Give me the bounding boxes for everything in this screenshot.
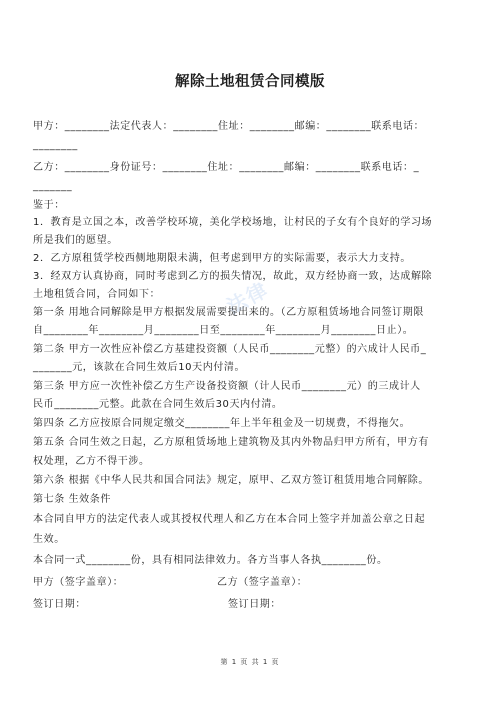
page-title: 解除土地租赁合同模版 (175, 74, 325, 90)
party-b-date-label: 签订日期： (228, 599, 281, 610)
article-1-line-1: 第一条 用地合同解除是甲方根据发展需要提出来的。（乙方原租赁场地合同签订期限 (33, 307, 424, 318)
watermark: 法律 (222, 276, 273, 319)
clause-2: 2．乙方原租赁学校西侧地期限未满，但考虑到甲方的实际需要，表示大力支持。 (33, 253, 411, 264)
page-footer: 第 1 页 共 1 页 (220, 658, 280, 666)
effect-clause-line-2: 生效。 (33, 534, 65, 545)
article-1-line-2: 自________年________月________日至________年________月________日止）。 (33, 325, 414, 336)
party-b-phone-continuation: _______ (33, 181, 73, 192)
article-2-line-2: _______元，该款在合同生效后10天内付清。 (33, 362, 246, 373)
article-3-line-1: 第三条 甲方应一次性补偿乙方生产设备投资额（计人民币________元）的三成计人 (33, 381, 421, 392)
clause-3-line-2: 土地租赁合同，合同如下： (33, 289, 161, 300)
article-7: 第七条 生效条件 (33, 494, 111, 505)
party-b-seal-label: 乙方（签字盖章）： (217, 577, 308, 588)
clause-1-line-1: 1．教育是立国之本，改善学校环境，美化学校场地，让村民的子女有个良好的学习场 (33, 217, 433, 228)
article-5-line-2: 权处理，乙方不得干涉。 (33, 456, 150, 467)
copies-clause: 本合同一式________份，具有相同法律效力。各方当事人各执________份。 (33, 555, 388, 566)
article-4: 第四条 乙方应按原合同规定缴交________年上半年租金及一切规费，不得拖欠。 (33, 418, 411, 429)
party-a-phone-continuation: ________ (33, 140, 78, 151)
party-a-seal-label: 甲方（签字盖章）： (33, 577, 124, 588)
clause-1-line-2: 所是我们的愿望。 (33, 235, 118, 246)
party-a-line: 甲方：________法定代表人：________住址：________邮编：________联系电话： (33, 121, 425, 132)
article-2-line-1: 第二条 甲方一次性应补偿乙方基建投资额（人民币________元整）的六成计人民币_ (33, 344, 427, 355)
party-b-line: 乙方：________身份证号：________住址：________邮编：________联系电话：_ (33, 162, 420, 173)
article-6: 第六条 根据《中华人民共和国合同法》规定，原甲、乙双方签订租赁用地合同解除。 (33, 475, 429, 486)
clause-3-line-1: 3．经双方认真协商，同时考虑到乙方的损失情况，故此，双方经协商一致，达成解除 (33, 271, 433, 282)
effect-clause-line-1: 本合同自甲方的法定代表人或其授权代理人和乙方在本合同上签字并加盖公章之日起 (33, 514, 426, 525)
article-5-line-1: 第五条 合同生效之日起，乙方原租赁场地上建筑物及其内外物品归甲方所有，甲方有 (33, 437, 429, 448)
party-a-date-label: 签订日期： (33, 599, 86, 610)
article-3-line-2: 民币________元整。此款在合同生效后30天内付清。 (33, 399, 283, 410)
whereas-heading: 鉴于： (33, 200, 65, 211)
